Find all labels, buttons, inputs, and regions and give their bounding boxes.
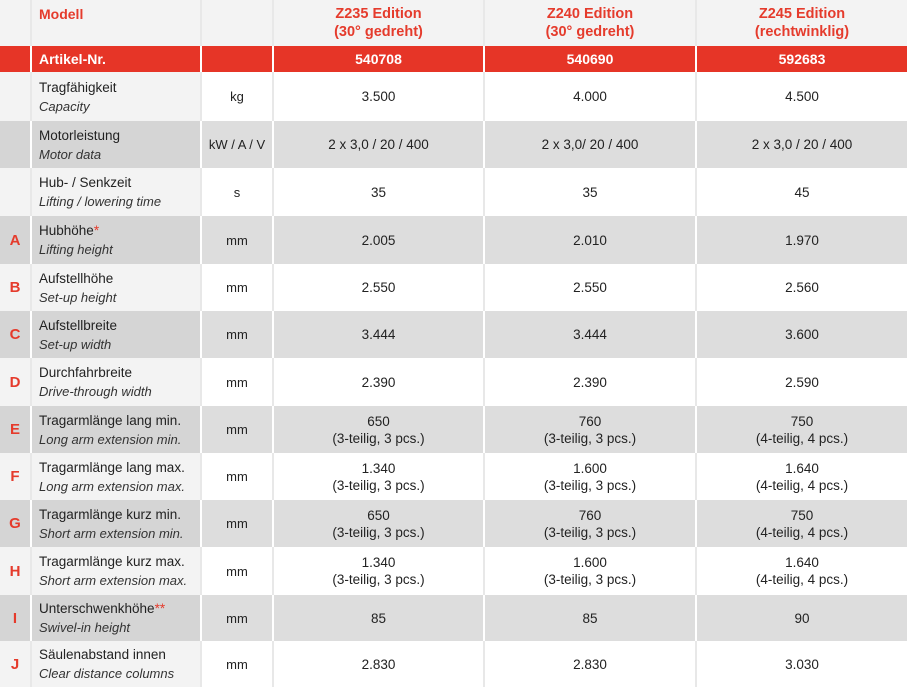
spec-label	[30, 453, 200, 500]
spec-label	[30, 264, 200, 311]
spec-value-cell	[272, 406, 483, 453]
spec-value: 2 x 3,0 / 20 / 400	[751, 137, 853, 152]
model-variant: (30° gedreht)	[334, 24, 423, 40]
spec-value-cell	[483, 453, 695, 500]
spec-value: 85	[582, 610, 598, 626]
spec-label-german	[39, 269, 200, 288]
spec-label-english: Swivel-in height	[39, 620, 131, 635]
spec-label-english: Set-up height	[39, 289, 117, 305]
dimension-letter: D	[0, 358, 30, 406]
spec-value: 2.390	[361, 374, 396, 390]
spec-unit: mm	[200, 311, 272, 358]
model-variant: (rechtwinklig)	[754, 24, 850, 40]
spec-value: 3.030	[785, 656, 819, 672]
spec-value-cell	[695, 453, 907, 500]
spec-value: 750	[790, 507, 814, 523]
table-row	[0, 547, 907, 595]
spec-label-english: Clear distance columns	[39, 666, 175, 681]
spec-value: 650	[367, 413, 390, 429]
article-number-row	[0, 46, 907, 72]
spec-label-german-text: Säulenabstand innen	[39, 647, 166, 662]
spec-label	[30, 595, 200, 641]
table-header	[0, 0, 907, 46]
spec-value-cell	[483, 641, 695, 687]
spec-unit: mm	[200, 406, 272, 453]
spec-unit: mm	[200, 216, 272, 264]
article-number: 592683	[695, 46, 907, 72]
spec-label	[30, 121, 200, 168]
spec-label-german-text: Tragarmlänge kurz min.	[39, 506, 182, 522]
model-variant: (30° gedreht)	[545, 24, 635, 40]
spec-value-cell	[695, 595, 907, 641]
spec-value: 2.005	[361, 232, 396, 248]
spec-value: 3.444	[573, 327, 607, 342]
spec-value-note: (4-teilig, 4 pcs.)	[755, 572, 849, 587]
spec-label-german-text: Tragarmlänge lang min.	[39, 412, 182, 428]
spec-value-cell	[483, 311, 695, 358]
dimension-letter: E	[0, 406, 30, 453]
model-z240	[483, 0, 695, 46]
table-row	[0, 168, 907, 216]
spec-label-english: Set-up width	[39, 336, 112, 352]
spec-label-english: Long arm extension min.	[39, 431, 182, 447]
article-number: 540708	[272, 46, 483, 72]
spec-value: 1.340	[361, 460, 396, 476]
spec-value-cell	[695, 547, 907, 595]
spec-label	[30, 72, 200, 121]
spec-value-cell	[483, 500, 695, 547]
spec-label-german-text: Durchfahrbreite	[39, 365, 133, 380]
spec-value-cell	[695, 500, 907, 547]
spec-value: 3.600	[785, 327, 819, 342]
article-label: Artikel-Nr.	[30, 46, 200, 72]
spec-value: 2.830	[361, 656, 396, 672]
article-number: 540690	[483, 46, 695, 72]
spec-unit: mm	[200, 547, 272, 595]
spec-value-cell	[695, 311, 907, 358]
spec-value: 2.830	[573, 656, 607, 672]
dimension-letter: C	[0, 311, 30, 358]
spec-value-note: (4-teilig, 4 pcs.)	[755, 430, 849, 446]
spec-unit: mm	[200, 595, 272, 641]
spec-value-note: (3-teilig, 3 pcs.)	[332, 477, 425, 493]
model-label: Modell	[30, 0, 200, 46]
spec-value-cell	[272, 121, 483, 168]
spec-label	[30, 500, 200, 547]
spec-value-cell	[272, 216, 483, 264]
spec-value: 2.560	[785, 280, 819, 295]
spec-label	[30, 547, 200, 595]
spec-value-cell	[483, 72, 695, 121]
spec-value-note: (3-teilig, 3 pcs.)	[332, 430, 425, 446]
spec-value-cell	[272, 311, 483, 358]
table-row	[0, 358, 907, 406]
table-row	[0, 406, 907, 453]
article-letter-cell	[0, 46, 30, 72]
spec-label-german	[39, 316, 200, 335]
model-z245	[695, 0, 907, 46]
model-name: Z245 Edition	[758, 6, 846, 22]
spec-value: 3.500	[361, 89, 396, 104]
spec-value: 2.590	[785, 374, 819, 390]
dimension-letter: I	[0, 595, 30, 641]
spec-value: 2.010	[573, 232, 607, 248]
spec-label	[30, 311, 200, 358]
spec-label-german	[39, 599, 200, 618]
spec-value-note: (3-teilig, 3 pcs.)	[543, 524, 637, 540]
spec-unit: mm	[200, 453, 272, 500]
spec-unit: kg	[200, 72, 272, 121]
spec-value: 2 x 3,0 / 20 / 400	[328, 137, 429, 152]
table-row	[0, 500, 907, 547]
spec-label-german-text: Tragarmlänge kurz max.	[39, 554, 185, 569]
dimension-letter: G	[0, 500, 30, 547]
spec-value-note: (3-teilig, 3 pcs.)	[543, 477, 637, 493]
spec-label-german	[39, 126, 200, 145]
table-row	[0, 216, 907, 264]
spec-label-german	[39, 78, 200, 97]
spec-label-german	[39, 552, 200, 571]
footnote-marker: **	[154, 601, 166, 616]
spec-value-cell	[695, 406, 907, 453]
spec-value: 760	[578, 507, 602, 523]
spec-value-cell	[272, 500, 483, 547]
spec-value: 2.550	[361, 280, 396, 295]
spec-unit: s	[200, 168, 272, 216]
spec-label-english: Short arm extension min.	[39, 525, 184, 541]
dimension-letter: J	[0, 641, 30, 687]
spec-value-cell	[272, 72, 483, 121]
spec-value-note: (3-teilig, 3 pcs.)	[543, 430, 637, 446]
spec-label	[30, 358, 200, 406]
dimension-letter	[0, 168, 30, 216]
spec-value: 2.390	[573, 374, 607, 390]
dimension-letter: B	[0, 264, 30, 311]
spec-label-german	[39, 458, 200, 477]
spec-value: 3.444	[361, 327, 396, 342]
spec-value-cell	[695, 358, 907, 406]
spec-label-german	[39, 221, 200, 240]
spec-label-german-text: Tragfähigkeit	[39, 79, 117, 95]
spec-value: 1.970	[785, 232, 819, 248]
table-row	[0, 72, 907, 121]
table-row	[0, 311, 907, 358]
spec-value-cell	[483, 216, 695, 264]
spec-value-cell	[483, 595, 695, 641]
spec-value-cell	[272, 547, 483, 595]
spec-value: 85	[370, 610, 387, 626]
spec-label-german	[39, 411, 200, 430]
spec-value-cell	[272, 358, 483, 406]
spec-label-german-text: Motorleistung	[39, 127, 121, 143]
spec-value-cell	[483, 406, 695, 453]
spec-value-note: (3-teilig, 3 pcs.)	[543, 572, 637, 587]
spec-value: 1.640	[785, 555, 819, 570]
spec-value-cell	[272, 641, 483, 687]
spec-value: 1.600	[573, 460, 607, 476]
spec-label-english: Lifting / lowering time	[39, 194, 162, 209]
spec-label-english: Drive-through width	[39, 384, 152, 399]
table-row	[0, 641, 907, 687]
spec-label-german-text: Aufstellhöhe	[39, 270, 114, 286]
spec-value: 2 x 3,0/ 20 / 400	[541, 137, 639, 152]
spec-value-note: (4-teilig, 4 pcs.)	[755, 477, 849, 493]
spec-value-cell	[272, 595, 483, 641]
spec-value-cell	[483, 547, 695, 595]
spec-label-german	[39, 363, 200, 382]
spec-label-german-text: Aufstellbreite	[39, 317, 118, 333]
spec-label-german-text: Unterschwenkhöhe	[39, 601, 155, 616]
model-name: Z235 Edition	[335, 6, 422, 22]
model-z235	[272, 0, 483, 46]
spec-label-german-text: Hubhöhe	[39, 223, 94, 238]
spec-unit: mm	[200, 358, 272, 406]
spec-value: 45	[794, 184, 810, 200]
spec-label-english: Lifting height	[39, 242, 113, 257]
spec-value: 760	[578, 413, 602, 429]
spec-label	[30, 641, 200, 687]
dimension-letter: A	[0, 216, 30, 264]
spec-label-german	[39, 173, 200, 192]
spec-label-german-text: Tragarmlänge lang max.	[39, 459, 185, 475]
spec-value-cell	[695, 121, 907, 168]
spec-value-cell	[695, 264, 907, 311]
spec-label-german	[39, 645, 200, 664]
spec-value-cell	[483, 121, 695, 168]
spec-label-german	[39, 505, 200, 524]
spec-value: 1.600	[573, 555, 607, 570]
spec-value: 1.340	[361, 555, 396, 570]
table-row	[0, 264, 907, 311]
spec-value-cell	[272, 453, 483, 500]
spec-value: 4.500	[785, 89, 819, 104]
spec-value: 35	[582, 184, 598, 200]
spec-label-english: Long arm extension max.	[39, 478, 185, 494]
spec-unit: mm	[200, 264, 272, 311]
spec-value-cell	[695, 216, 907, 264]
spec-value-note: (3-teilig, 3 pcs.)	[332, 572, 425, 587]
spec-label-english: Motor data	[39, 146, 102, 162]
spec-value: 35	[370, 184, 387, 200]
spec-value-cell	[695, 72, 907, 121]
spec-label-english: Capacity	[39, 98, 90, 114]
spec-unit: mm	[200, 641, 272, 687]
spec-value-cell	[695, 168, 907, 216]
spec-label-english: Short arm extension max.	[39, 573, 188, 588]
spec-value-note: (3-teilig, 3 pcs.)	[332, 524, 425, 540]
spec-value: 750	[790, 413, 814, 429]
spec-value-cell	[483, 358, 695, 406]
spec-label	[30, 406, 200, 453]
spec-value-cell	[483, 168, 695, 216]
spec-value-cell	[272, 264, 483, 311]
table-row	[0, 121, 907, 168]
spec-value: 650	[367, 507, 390, 523]
table-row	[0, 595, 907, 641]
spec-value-cell	[272, 168, 483, 216]
spec-value: 90	[794, 610, 810, 626]
dimension-letter	[0, 72, 30, 121]
footnote-marker: *	[93, 223, 100, 238]
spec-label	[30, 216, 200, 264]
dimension-letter: H	[0, 547, 30, 595]
spec-label-german-text: Hub- / Senkzeit	[39, 175, 132, 190]
dimension-letter: F	[0, 453, 30, 500]
spec-value-cell	[483, 264, 695, 311]
spec-value: 2.550	[573, 280, 607, 295]
model-name: Z240 Edition	[546, 6, 634, 22]
spec-unit: kW / A / V	[200, 121, 272, 168]
header-letter-cell	[0, 0, 30, 46]
article-unit-cell	[200, 46, 272, 72]
spec-unit: mm	[200, 500, 272, 547]
spec-label	[30, 168, 200, 216]
table-row	[0, 453, 907, 500]
header-unit-cell	[200, 0, 272, 46]
spec-value: 1.640	[785, 460, 819, 476]
spec-value: 4.000	[573, 89, 607, 104]
spec-value-note: (4-teilig, 4 pcs.)	[755, 524, 849, 540]
spec-value-cell	[695, 641, 907, 687]
dimension-letter	[0, 121, 30, 168]
